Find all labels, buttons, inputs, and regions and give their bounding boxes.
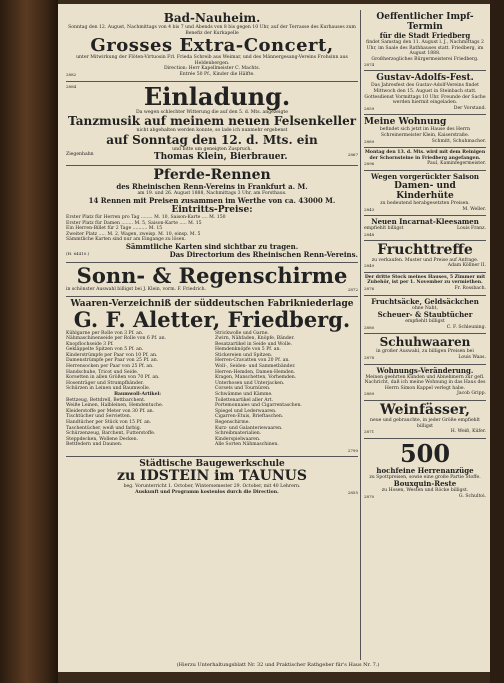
- ad-text: in schönster Auswahl billigst bei J. Klein, vorm. F. Friedrich.: [66, 286, 207, 292]
- ad-number: 2872: [347, 286, 358, 292]
- list-item: Bettfedern und Daunen.: [66, 442, 123, 448]
- list-item: Spiegel und Lederwaaren.: [215, 408, 277, 414]
- ad-signer: Adam Köllner II.: [447, 263, 486, 269]
- ad-title: Bad-Nauheim.: [163, 11, 261, 25]
- ad-text: Montag den 13. d. Mts. wird mit dem Reinigen der Schornsteine in Friedberg angefangen.: [364, 150, 486, 161]
- ad-subtitle: Eintritts-Preise:: [171, 204, 253, 215]
- ad-schornstein: [364, 148, 486, 171]
- ad-title: Sonn- & Regenschirme: [76, 262, 348, 288]
- ad-signer: C. F. Schleuning.: [446, 324, 486, 330]
- ad-text: neue und gebrauchte, in jeder Größe empfiehlt billigst: [370, 418, 480, 429]
- ad-number: 2855: [347, 489, 358, 495]
- price-row: Erster Platz für Damen ........ M. 5, Saison-Karte ..... M. 15: [66, 220, 202, 226]
- list-item: Hemdenknöpfe von 5 Pf. an.: [215, 347, 281, 353]
- ad-number: 2870: [364, 493, 375, 499]
- ad-text: 14 Rennen mit Preisen zusammen im Werthe von ca. 43000 M.: [88, 195, 336, 205]
- ad-headline: zu IDSTEIN im TAUNUS: [117, 467, 307, 484]
- ad-signer: Louis Franz.: [456, 226, 486, 232]
- ad-headline: auf Sonntag den 12. d. Mts. ein: [106, 132, 318, 147]
- ad-title: Wegen vorgerückter Saison: [370, 171, 480, 181]
- ad-title: hochfeine Herrenanzüge: [376, 465, 474, 475]
- right-column: [364, 10, 486, 503]
- ad-text: befindet sich jetzt im Hause des Herrn Schreinermeister Klein, Kaiserstraße.: [379, 127, 471, 138]
- left-column: [66, 10, 358, 498]
- ad-headline: G. F. Aletter, Friedberg.: [73, 306, 351, 332]
- ad-subtitle: für die Stadt Friedberg: [379, 31, 471, 40]
- ad-schirme: [66, 263, 358, 297]
- list-item: Herren-Hemden, Damen-Hemden.: [215, 369, 296, 375]
- ad-signer: Thomas Klein, Bierbrauer.: [153, 152, 288, 163]
- page-edge: [490, 0, 504, 683]
- ad-number: 2867: [347, 152, 358, 158]
- list-item: Alle Sorten Nähmaschinen.: [215, 442, 279, 448]
- list-heading: Baumwoll-Artikel:: [114, 392, 161, 398]
- ad-saison: [364, 171, 486, 216]
- ad-text: am 19. und 26. August 1888, Nachmittags 3 Uhr, am Forsthaus.: [137, 191, 287, 197]
- list-item: Herrensocken per Paar von 25 Pf. an.: [66, 364, 154, 370]
- ad-number: 2849: [364, 263, 375, 269]
- price-row: Erster Platz für Herren pro Tag ........ M. 10, Saison-Karte .... M. 150: [66, 214, 226, 220]
- ad-wohnung: [364, 115, 486, 148]
- list-item: Herren-Cravatten von 20 Pf. an.: [215, 358, 290, 364]
- ad-title: Waaren-Verzeichniß der süddeutschen Fabrikniederlage: [70, 298, 354, 309]
- ad-place: Ziegenhahn: [66, 152, 94, 158]
- ad-text: nicht abgehalten werden konnte, so lade ich nunmehr ergebenst: [136, 128, 288, 134]
- ad-wohnungs-veraenderung: [364, 365, 486, 401]
- ad-signer: M. Weller.: [462, 206, 486, 212]
- list-item: Zwirn, Nähfaden, Knöpfe, Bänder.: [215, 336, 295, 342]
- ad-signer: Jacob Gripp.: [457, 391, 486, 397]
- ad-text: empfiehlt billigst: [364, 226, 404, 232]
- list-item: Steppdecken, Wollene Decken.: [66, 436, 139, 442]
- list-item: Handschuhe, Tricot und Seide.: [66, 369, 139, 375]
- ad-title: Gustav-Adolfs-Fest.: [376, 73, 474, 84]
- ad-number: 2882: [66, 71, 77, 77]
- book-spine: [0, 0, 58, 683]
- ad-text: Sonntag den 12. August, Nachmittags von 4 bis 7 und Abends von 8 bis gegen 10 Uhr, auf der Terrasse des Kurhauses zum Benefiz der Kurkapelle: [68, 25, 356, 36]
- column-divider: [360, 10, 361, 660]
- footer-note: (Hierzu Unterhaltungsblatt Nr. 32 und Praktischer Rathgeber für's Haus Nr. 7.): [176, 662, 380, 668]
- ad-text: zu Hosen, Westen und Röcke billigst.: [381, 488, 469, 494]
- list-item: Tischtücher und Servietten.: [66, 414, 132, 420]
- ad-pferde-rennen: [66, 166, 358, 263]
- list-item: Portemonnaies und Cigarrentaschen.: [215, 403, 302, 409]
- list-item: Unterhosen und Unterjacken.: [215, 380, 285, 386]
- ad-number: 2871: [364, 429, 375, 435]
- ad-number: 2874: [364, 62, 375, 68]
- aletter-list-right: [215, 331, 358, 448]
- ad-number: 2896: [364, 161, 375, 167]
- list-item: Kinderstrümpfe per Paar von 10 Pf. an.: [66, 352, 158, 358]
- ad-text: Sämmtliche Karten sind sichtbar zu tragen.: [125, 241, 299, 251]
- ad-number-large: 500: [399, 438, 451, 468]
- ad-text: und bitte um geneigten Zuspruch.: [172, 146, 252, 152]
- ad-headline: Bouxquin-Reste: [393, 479, 457, 489]
- ad-number: 2848: [364, 231, 375, 237]
- ad-idstein: [66, 457, 358, 498]
- list-item: Woll-, Seiden- und Sammetbänder.: [215, 364, 296, 370]
- ad-text: Entrée 50 Pf., Kinder die Hälfte.: [179, 71, 255, 77]
- price-row: Sämmtliche Karten sind nur am Eingange zu lösen.: [66, 237, 186, 243]
- ad-number: 2843: [364, 206, 375, 212]
- ad-text: unter Mitwirkung der Flöten-Virtuosin Frl. Frieda Schreib aus Weimar, und des Männergesang-Vereins Frohsinn aus Heldenbergen.: [76, 55, 348, 66]
- ad-number: 2790: [347, 447, 358, 453]
- list-item: Besatzartikel in Seide und Wolle.: [215, 341, 293, 347]
- ad-text: Meinen geehrten Kunden und Abnehmern zur gefl. Nachricht, daß ich meine Wohnung in das Haus des Herrn Simon Kappel verlegt habe.: [364, 374, 486, 391]
- ad-text: Da wegen schlechter Witterung die auf den 5. d. Mts. angezeigte: [136, 109, 288, 115]
- ad-title: Fruchtsäcke, Geldsäckchen: [371, 296, 479, 306]
- list-item: Kleiderstoffe per Meter von 30 Pf. an.: [66, 408, 155, 414]
- newspaper-page: [58, 4, 490, 672]
- ad-headline: Grosses Extra-Concert,: [90, 35, 334, 57]
- ad-signer: Fr. Rossbach.: [454, 286, 486, 292]
- ad-signer: Schmitt, Schuhmacher.: [431, 138, 486, 144]
- ad-gustav-adolfs: [364, 71, 486, 115]
- list-item: Hosenträger und Strumpfbänder.: [66, 380, 144, 386]
- list-item: Regenschirme.: [215, 420, 250, 425]
- list-item: Kinderspielwaaren.: [215, 436, 261, 442]
- ad-title: Schuhwaaren: [379, 335, 471, 350]
- ad-text: Direction: Herr Kapellmeister C. Machts.: [163, 66, 261, 72]
- list-item: Handtücher per Stück von 15 Pf. an.: [66, 420, 152, 425]
- ad-vermiethung: [364, 273, 486, 296]
- ad-text: Der dritte Stock meines Hauses, 5 Zimmer mit Zubehör, ist per 1. November zu vermiethen.: [364, 274, 486, 286]
- ad-signer: Das Directorium des Rheinischen Renn-Vereins.: [169, 249, 358, 259]
- list-item: Schürzenzeug, Barchent, Futterstoffe.: [66, 431, 156, 437]
- ad-text: Auskunft und Programm kostenlos durch die Direction.: [135, 489, 279, 495]
- list-item: Schwämme und Kämme.: [215, 392, 273, 398]
- list-item: Korsetten in allen Größen von 70 Pf. an.: [66, 375, 160, 381]
- list-item: Kragen, Manschetten, Vorhemden.: [215, 375, 297, 381]
- ad-text: des Rheinischen Renn-Vereins in Frankfurt a. M.: [116, 182, 308, 192]
- ad-title: Neuen Incarnat-Kleesamen: [371, 217, 479, 227]
- ad-signer: Der Vorstand.: [453, 105, 486, 111]
- ad-bad-nauheim: [66, 10, 358, 82]
- list-item: Corsets und Tournüren.: [215, 386, 271, 392]
- ad-number: 2859: [364, 105, 375, 111]
- ad-impf-termin: [364, 10, 486, 71]
- ad-text: findet Samstag den 11. August l. J., Nachmittags 2 Uhr, im Saale des Rathhauses statt. Friedberg, im August 1888.: [366, 40, 484, 57]
- list-item: Bettzeug, Bettdrell, Bettbarchent.: [66, 397, 146, 403]
- list-item: Knopflochseide 3 Pf.: [66, 341, 114, 347]
- ad-number: 2880: [364, 324, 375, 330]
- ad-einladung: [66, 82, 358, 167]
- ad-title: Einladung.: [143, 81, 291, 111]
- ad-title: Fruchttreffe: [377, 241, 473, 258]
- ad-signer: Paul, Kaminfegermeister.: [427, 161, 486, 167]
- list-item: Nähmaschinenseide per Rolle von 6 Pf. an.: [66, 336, 166, 342]
- ad-number: 2889: [364, 138, 375, 144]
- list-item: Weiße Leinen, Halbleinen, Hemdentuche.: [66, 403, 164, 409]
- ad-number: (H. 64410.): [66, 250, 90, 256]
- list-item: Gekläppelte Spitzen von 5 Pf. an.: [66, 347, 144, 353]
- ad-text: ohne Naht,: [412, 305, 438, 311]
- ad-title: Städtische Baugewerkschule: [139, 458, 285, 469]
- ad-herrenanzuege: [364, 439, 486, 503]
- list-item: Cigarren-Etuis, Brieftaschen.: [215, 414, 284, 420]
- aletter-list-left: [66, 331, 209, 448]
- ad-text: beg. Vorunterricht 1. October, Wintersemester 29. October, mit 40 Lehrern.: [123, 483, 301, 489]
- ad-number: 2876: [364, 286, 375, 292]
- ad-title: Meine Wohnung: [364, 117, 447, 128]
- list-item: Schreibmaterialien.: [215, 431, 262, 437]
- ad-schuhwaaren: [364, 334, 486, 364]
- ad-number: 2878: [364, 355, 375, 361]
- ad-signer: Louis Waas.: [458, 355, 486, 361]
- ad-signer: Großherzogliches Bürgermeisterei Friedberg.: [371, 56, 479, 62]
- ad-fruchttreffe: [364, 241, 486, 273]
- ad-headline: Scheuer- & Staubtücher: [377, 310, 473, 320]
- list-item: Kurz- und Galanteriewaaren.: [215, 425, 283, 431]
- ad-signer: G. Schultoi.: [458, 493, 486, 499]
- ad-text: empfiehlt billigst: [405, 319, 445, 325]
- list-item: Strickwolle und Garne.: [215, 330, 269, 336]
- list-item: Toilettenartikel aller Art.: [215, 397, 274, 403]
- ad-aletter: [66, 297, 358, 457]
- ad-text: zu Spottpreisen, sowie eine große Partie Stoffe.: [369, 474, 481, 480]
- ad-number: 2884: [66, 83, 77, 89]
- ad-text: Das Jahresfest des Gustav-Adolf-Vereins findet Mittwoch den 15. August in Steinbach statt. Gottesdienst Vormittags 10 Uhr. Freunde der Sache werden hiermit eingeladen.: [364, 83, 486, 106]
- ad-text: in großer Auswahl, zu billigen Preisen bei: [376, 349, 474, 355]
- list-item: Schürzen in Leinen und Baumwolle.: [66, 386, 151, 392]
- ad-fruchtsaecke: [364, 296, 486, 335]
- ad-headline: Damen- und Kinderhüte: [394, 180, 456, 201]
- ad-incarnat: [364, 216, 486, 241]
- list-item: Damenstrümpfe per Paar von 25 Pf. an.: [66, 358, 159, 364]
- price-row: Zweiter Platz ..... M. 2, Wagen, zweisp. M. 10, einsp. M. 5: [66, 231, 201, 237]
- ad-signer: H. Weiß, Küfer.: [450, 429, 486, 435]
- ad-title: Oeffentlicher Impf-Termin: [376, 12, 474, 32]
- ad-weinfaesser: [364, 401, 486, 439]
- ad-text: zu verkaufen. Muster und Preise auf Anfrage.: [371, 257, 479, 263]
- list-item: Kühlgarne per Rolle von 3 Pf. an.: [66, 330, 144, 336]
- ad-title: Weinfässer,: [380, 402, 470, 418]
- ad-headline: Tanzmusik auf meinem neuen Felsenkeller: [67, 114, 357, 129]
- price-row: Ein Herren-Billet für 2 Tage .......... M. 15: [66, 226, 163, 232]
- ad-title: Pferde-Rennen: [153, 167, 271, 184]
- list-item: Stickereien und Spitzen.: [215, 352, 273, 358]
- ad-text: zu bedeutend herabgesetzten Preisen.: [380, 200, 470, 206]
- list-item: Taschentücher, weiß und farbig.: [66, 425, 142, 431]
- ad-number: 2889: [364, 391, 375, 397]
- ad-title: Wohnungs-Veränderung.: [376, 365, 474, 375]
